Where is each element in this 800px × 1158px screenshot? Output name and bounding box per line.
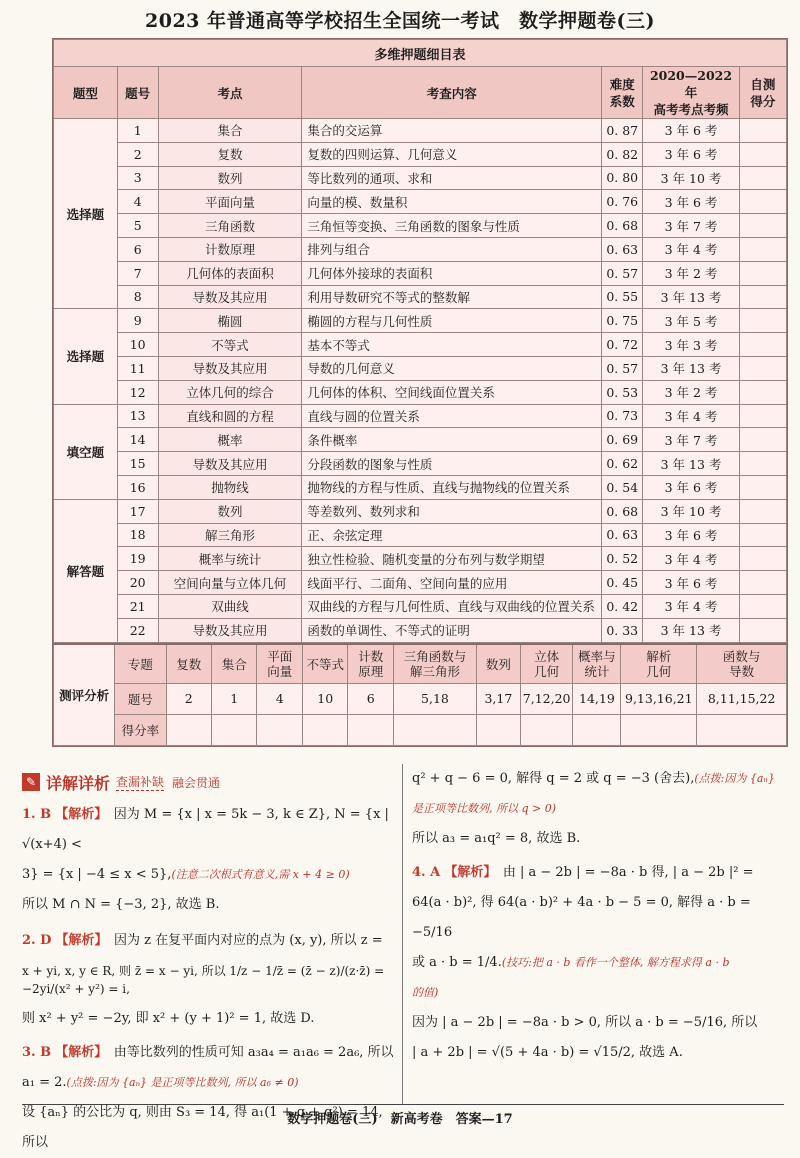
row-content: 双曲线的方程与几何性质、直线与双曲线的位置关系 (302, 594, 602, 618)
eval-score-cell[interactable] (697, 714, 787, 745)
group-label: 解答题 (54, 499, 118, 642)
column-divider (402, 764, 403, 1104)
row-difficulty: 0. 68 (602, 499, 643, 523)
row-content: 向量的模、数量积 (302, 190, 602, 214)
row-difficulty: 0. 45 (602, 571, 643, 595)
section-subtitle-2: 融会贯通 (172, 775, 221, 790)
row-self-score[interactable] (739, 309, 786, 333)
table-row (54, 380, 787, 404)
row-self-score[interactable] (739, 404, 786, 428)
row-content: 线面平行、二面角、空间向量的应用 (302, 571, 602, 595)
table-row (54, 285, 787, 309)
solution-2-line-3: 则 x² + y² = −2y, 即 x² + (y + 1)² = 1, 故选 D. (22, 1011, 315, 1026)
row-content: 利用导数研究不等式的整数解 (302, 285, 602, 309)
table-row (54, 499, 787, 523)
eval-topic: 解析 几何 (621, 644, 697, 684)
row-no: 18 (117, 523, 158, 547)
row-difficulty: 0. 80 (602, 166, 643, 190)
solution-1-line-3: 所以 M ∩ N = {−3, 2}, 故选 B. (22, 897, 220, 912)
page-title: 2023 年普通高等学校招生全国统一考试 数学押题卷(三) (145, 10, 655, 32)
eval-topic: 数列 (476, 644, 520, 684)
eval-topic: 平面 向量 (257, 644, 302, 684)
group-label: 选择题 (54, 119, 118, 309)
row-no: 5 (117, 214, 158, 238)
row-self-score[interactable] (739, 237, 786, 261)
row-no: 9 (117, 309, 158, 333)
row-point: 不等式 (158, 333, 302, 357)
row-content: 正、余弦定理 (302, 523, 602, 547)
solution-3-line-2: a₁ = 2.(点拨:因为 {aₙ} 是正项等比数列, 所以 a₆ ≠ 0) (22, 1075, 299, 1090)
row-self-score[interactable] (739, 380, 786, 404)
row-no: 4 (117, 190, 158, 214)
table-row (54, 452, 787, 476)
row-self-score[interactable] (739, 594, 786, 618)
row-point: 导数及其应用 (158, 452, 302, 476)
row-no: 19 (117, 547, 158, 571)
solution-1-line-2: 3} = {x | −4 ≤ x < 5},(注意二次根式有意义,需 x + 4 ≥ 0) (22, 867, 350, 882)
solution-4-line-2: 64(a · b)², 得 64(a · b)² + 4a · b − 5 = 0, 解得 a · b = −5/16 (412, 895, 751, 940)
row-self-score[interactable] (739, 333, 786, 357)
row-point: 立体几何的综合 (158, 380, 302, 404)
row-content: 基本不等式 (302, 333, 602, 357)
row-frequency: 3 年 13 考 (643, 356, 740, 380)
table-row (54, 333, 787, 357)
row-frequency: 3 年 3 考 (643, 333, 740, 357)
eval-qno: 10 (302, 683, 348, 714)
row-frequency: 3 年 4 考 (643, 594, 740, 618)
eval-score-cell[interactable] (520, 714, 573, 745)
solution-4-line-1: 4. A 【解析】 由 | a − 2b | = −8a · b 得, | a − 2b |² = (412, 865, 754, 880)
row-no: 3 (117, 166, 158, 190)
row-content: 函数的单调性、不等式的证明 (302, 618, 602, 642)
row-content: 三角恒等变换、三角函数的图象与性质 (302, 214, 602, 238)
row-self-score[interactable] (739, 119, 786, 143)
eval-score-cell[interactable] (393, 714, 476, 745)
row-difficulty: 0. 76 (602, 190, 643, 214)
row-content: 几何体外接球的表面积 (302, 261, 602, 285)
row-no: 6 (117, 237, 158, 261)
row-content: 直线与圆的位置关系 (302, 404, 602, 428)
table-body (54, 119, 787, 643)
row-self-score[interactable] (739, 452, 786, 476)
row-point: 概率 (158, 428, 302, 452)
eval-topic: 概率与 统计 (573, 644, 621, 684)
row-difficulty: 0. 75 (602, 309, 643, 333)
table-row (54, 618, 787, 642)
solution-4-line-3: 或 a · b = 1/4.(技巧:把 a · b 看作一个整体, 解方程求得 a · b (412, 955, 730, 970)
eval-score-cell[interactable] (212, 714, 257, 745)
table-row (54, 214, 787, 238)
row-no: 13 (117, 404, 158, 428)
row-content: 导数的几何意义 (302, 356, 602, 380)
row-point: 导数及其应用 (158, 285, 302, 309)
row-frequency: 3 年 10 考 (643, 166, 740, 190)
row-difficulty: 0. 52 (602, 547, 643, 571)
row-frequency: 3 年 6 考 (643, 571, 740, 595)
eval-score-cell[interactable] (302, 714, 348, 745)
eval-qno: 14,19 (573, 683, 621, 714)
row-self-score[interactable] (739, 475, 786, 499)
header-frequency: 2020—2022 年 高考考点考频 (643, 67, 740, 119)
row-self-score[interactable] (739, 214, 786, 238)
row-point: 集合 (158, 119, 302, 143)
eval-qno: 1 (212, 683, 257, 714)
row-frequency: 3 年 6 考 (643, 119, 740, 143)
eval-qno: 2 (166, 683, 211, 714)
row-no: 22 (117, 618, 158, 642)
table-header-row (54, 67, 787, 119)
eval-topic: 立体 几何 (520, 644, 573, 684)
table-row (54, 404, 787, 428)
row-difficulty: 0. 33 (602, 618, 643, 642)
row-self-score[interactable] (739, 190, 786, 214)
row-frequency: 3 年 6 考 (643, 190, 740, 214)
header-no: 题号 (117, 67, 158, 119)
row-difficulty: 0. 63 (602, 237, 643, 261)
row-content: 排列与组合 (302, 237, 602, 261)
row-point: 椭圆 (158, 309, 302, 333)
row-frequency: 3 年 13 考 (643, 285, 740, 309)
row-no: 16 (117, 475, 158, 499)
row-frequency: 3 年 4 考 (643, 404, 740, 428)
table-row (54, 237, 787, 261)
row-frequency: 3 年 6 考 (643, 523, 740, 547)
eval-topic: 三角函数与 解三角形 (393, 644, 476, 684)
row-point: 概率与统计 (158, 547, 302, 571)
eval-topic-label: 专题 (115, 644, 166, 684)
row-frequency: 3 年 4 考 (643, 547, 740, 571)
row-content: 独立性检验、随机变量的分布列与数学期望 (302, 547, 602, 571)
row-self-score[interactable] (739, 571, 786, 595)
table-row (54, 547, 787, 571)
row-frequency: 3 年 5 考 (643, 309, 740, 333)
row-frequency: 3 年 2 考 (643, 261, 740, 285)
row-point: 导数及其应用 (158, 618, 302, 642)
row-frequency: 3 年 6 考 (643, 142, 740, 166)
row-self-score[interactable] (739, 356, 786, 380)
row-difficulty: 0. 63 (602, 523, 643, 547)
header-point: 考点 (158, 67, 302, 119)
row-frequency: 3 年 13 考 (643, 452, 740, 476)
row-point: 数列 (158, 166, 302, 190)
eval-qno: 3,17 (476, 683, 520, 714)
eval-qno: 4 (257, 683, 302, 714)
row-difficulty: 0. 57 (602, 356, 643, 380)
row-frequency: 3 年 6 考 (643, 475, 740, 499)
row-difficulty: 0. 62 (602, 452, 643, 476)
eval-topic: 集合 (212, 644, 257, 684)
table-row (54, 309, 787, 333)
row-point: 复数 (158, 142, 302, 166)
row-self-score[interactable] (739, 618, 786, 642)
row-difficulty: 0. 57 (602, 261, 643, 285)
table-row (54, 475, 787, 499)
solution-4-line-4: 的值) (412, 986, 439, 999)
row-difficulty: 0. 55 (602, 285, 643, 309)
eval-topic: 复数 (166, 644, 211, 684)
eval-score-cell[interactable] (573, 714, 621, 745)
header-self-score: 自测 得分 (739, 67, 786, 119)
row-no: 14 (117, 428, 158, 452)
table-row (54, 261, 787, 285)
solution-3-cont-line-2: 是正项等比数列, 所以 q > 0) (412, 802, 557, 815)
solution-3-cont-line-3: 所以 a₃ = a₁q² = 8, 故选 B. (412, 831, 581, 846)
row-difficulty: 0. 53 (602, 380, 643, 404)
row-no: 11 (117, 356, 158, 380)
row-no: 10 (117, 333, 158, 357)
row-difficulty: 0. 69 (602, 428, 643, 452)
row-point: 抛物线 (158, 475, 302, 499)
header-difficulty: 难度 系数 (602, 67, 643, 119)
row-self-score[interactable] (739, 428, 786, 452)
table-row (54, 571, 787, 595)
eval-qno: 5,18 (393, 683, 476, 714)
row-self-score[interactable] (739, 523, 786, 547)
detail-table (53, 39, 787, 643)
eval-score-cell[interactable] (621, 714, 697, 745)
row-point: 双曲线 (158, 594, 302, 618)
row-difficulty: 0. 73 (602, 404, 643, 428)
page-footer: 数学押题卷(三) 新高考卷 答案—17 (287, 1112, 513, 1127)
header-type: 题型 (54, 67, 118, 119)
solution-3-line-3: 设 {aₙ} 的公比为 q, 则由 S₃ = 14, 得 a₁(1 + q + q²) = 14, 所以 (22, 1105, 383, 1150)
eval-qno: 8,11,15,22 (697, 683, 787, 714)
row-self-score[interactable] (739, 499, 786, 523)
group-label: 填空题 (54, 404, 118, 499)
footer-divider (22, 1104, 784, 1105)
table-row (54, 142, 787, 166)
eval-qno: 9,13,16,21 (621, 683, 697, 714)
row-point: 平面向量 (158, 190, 302, 214)
section-title-main: 详解详析 (46, 773, 111, 793)
solution-2-line-1: 2. D 【解析】 因为 z 在复平面内对应的点为 (x, y), 所以 z = (22, 933, 383, 948)
row-no: 2 (117, 142, 158, 166)
solution-4-line-6: | a + 2b | = √(5 + 4a · b) = √15/2, 故选 A. (412, 1045, 683, 1060)
eval-label: 测评分析 (54, 644, 115, 746)
solution-4-line-5: 因为 | a − 2b | = −8a · b > 0, 所以 a · b = −5/16, 所以 (412, 1015, 758, 1030)
row-no: 12 (117, 380, 158, 404)
row-content: 条件概率 (302, 428, 602, 452)
row-frequency: 3 年 13 考 (643, 618, 740, 642)
row-point: 计数原理 (158, 237, 302, 261)
row-content: 几何体的体积、空间线面位置关系 (302, 380, 602, 404)
row-point: 几何体的表面积 (158, 261, 302, 285)
row-no: 8 (117, 285, 158, 309)
table-row (54, 166, 787, 190)
table-row (54, 594, 787, 618)
header-content: 考查内容 (302, 67, 602, 119)
row-content: 椭圆的方程与几何性质 (302, 309, 602, 333)
table-row (54, 119, 787, 143)
row-point: 数列 (158, 499, 302, 523)
row-point: 三角函数 (158, 214, 302, 238)
row-no: 1 (117, 119, 158, 143)
row-difficulty: 0. 42 (602, 594, 643, 618)
row-point: 解三角形 (158, 523, 302, 547)
row-point: 空间向量与立体几何 (158, 571, 302, 595)
table-caption: 多维押题细目表 (54, 40, 787, 67)
row-self-score[interactable] (739, 261, 786, 285)
row-no: 17 (117, 499, 158, 523)
row-content: 抛物线的方程与性质、直线与抛物线的位置关系 (302, 475, 602, 499)
row-difficulty: 0. 82 (602, 142, 643, 166)
row-frequency: 3 年 2 考 (643, 380, 740, 404)
row-content: 复数的四则运算、几何意义 (302, 142, 602, 166)
row-self-score[interactable] (739, 285, 786, 309)
solutions-right-column (412, 764, 784, 1068)
solution-3-cont-line-1: q² + q − 6 = 0, 解得 q = 2 或 q = −3 (舍去),(点拨:因为 {aₙ} (412, 771, 775, 786)
eval-score-cell[interactable] (476, 714, 520, 745)
eval-topic: 计数 原理 (348, 644, 393, 684)
row-difficulty: 0. 68 (602, 214, 643, 238)
table-row (54, 428, 787, 452)
row-no: 15 (117, 452, 158, 476)
eval-qno: 7,12,20 (520, 683, 573, 714)
eval-topic: 不等式 (302, 644, 348, 684)
row-self-score[interactable] (739, 142, 786, 166)
edit-icon: ✎ (22, 773, 40, 791)
row-point: 导数及其应用 (158, 356, 302, 380)
eval-topic: 函数与 导数 (697, 644, 787, 684)
row-no: 20 (117, 571, 158, 595)
section-subtitle-1: 查漏补缺 (116, 775, 165, 789)
row-difficulty: 0. 72 (602, 333, 643, 357)
row-content: 等差数列、数列求和 (302, 499, 602, 523)
row-difficulty: 0. 54 (602, 475, 643, 499)
solution-3-line-1: 3. B 【解析】 由等比数列的性质可知 a₃a₄ = a₁a₆ = 2a₆, 所以 (22, 1045, 394, 1060)
row-self-score[interactable] (739, 166, 786, 190)
eval-score-cell[interactable] (348, 714, 393, 745)
group-label: 选择题 (54, 309, 118, 404)
row-content: 分段函数的图象与性质 (302, 452, 602, 476)
row-frequency: 3 年 7 考 (643, 214, 740, 238)
row-frequency: 3 年 7 考 (643, 428, 740, 452)
eval-score-cell[interactable] (257, 714, 302, 745)
row-no: 7 (117, 261, 158, 285)
table-row (54, 356, 787, 380)
eval-score-cell[interactable] (166, 714, 211, 745)
row-frequency: 3 年 4 考 (643, 237, 740, 261)
row-frequency: 3 年 10 考 (643, 499, 740, 523)
eval-score-label: 得分率 (115, 714, 166, 745)
eval-qno: 6 (348, 683, 393, 714)
row-no: 21 (117, 594, 158, 618)
row-content: 集合的交运算 (302, 119, 602, 143)
row-self-score[interactable] (739, 547, 786, 571)
table-row (54, 523, 787, 547)
solution-2-line-2: x + yi, x, y ∈ R, 则 z̄ = x − yi, 所以 1/z − 1/z̄ = (z̄ − z)/(z·z̄) = −2yi/(x² + y²) = i, (22, 964, 385, 996)
row-point: 直线和圆的方程 (158, 404, 302, 428)
eval-qno-label: 题号 (115, 683, 166, 714)
detail-table-wrapper (52, 38, 788, 747)
table-row (54, 190, 787, 214)
row-content: 等比数列的通项、求和 (302, 166, 602, 190)
solution-1-line-1: 1. B 【解析】 因为 M = {x | x = 5k − 3, k ∈ Z}, N = {x | √(x+4) < (22, 807, 389, 852)
section-title (22, 770, 392, 794)
eval-table (53, 643, 787, 746)
row-difficulty: 0. 87 (602, 119, 643, 143)
